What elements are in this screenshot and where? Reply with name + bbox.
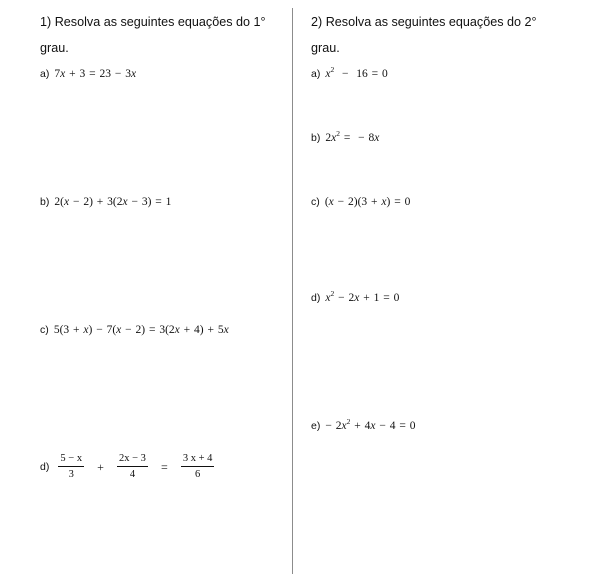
equation-label: e) xyxy=(311,420,321,432)
fraction-denominator: 3 xyxy=(68,469,74,480)
fraction-denominator: 6 xyxy=(194,469,201,480)
equation-label: b) xyxy=(40,196,50,208)
fraction-denominator: 4 xyxy=(129,469,136,480)
equation-2c xyxy=(311,196,410,208)
equation-expression: 2(x − 2) + 3(2x − 3) = 1 xyxy=(54,196,172,208)
equation-label: a) xyxy=(40,68,50,80)
column-divider xyxy=(292,8,293,574)
equation-expression: 7x + 3 = 23 − 3x xyxy=(54,68,137,80)
equation-expression: $x^2 - 2x + 1 = 0$ xyxy=(325,289,400,304)
equation-label: d) xyxy=(311,292,321,304)
fraction-numerator: 5 − x xyxy=(58,453,84,467)
fraction xyxy=(117,453,148,481)
equals-sign: = xyxy=(160,459,168,474)
equation-expression: − $2x^2 + 4x - 4 = 0$ xyxy=(325,417,416,432)
equation-2b xyxy=(311,129,380,144)
equation-1c xyxy=(40,324,229,336)
fraction-numerator: 3 x + 4 xyxy=(181,453,215,467)
equation-2d xyxy=(311,289,400,304)
equation-label: c) xyxy=(40,324,49,336)
equation-1d xyxy=(40,453,218,481)
equation-label: d) xyxy=(40,461,50,473)
right-column-heading: 2) Resolva as seguintes equações do 2° grau. xyxy=(311,15,537,55)
equation-1a xyxy=(40,68,136,80)
fraction xyxy=(58,453,84,481)
equation-expression: (x − 2)(3 + x) = 0 xyxy=(324,196,411,208)
equation-2e xyxy=(311,417,416,432)
fraction xyxy=(181,453,215,481)
fraction-numerator: 2x − 3 xyxy=(117,453,148,467)
equation-2a xyxy=(311,65,388,80)
equation-label: a) xyxy=(311,68,321,80)
equation-expression: 5(3 + x) − 7(x − 2) = 3(2x + 4) + 5x xyxy=(53,324,229,336)
equation-expression: $x^2 - 16 = 0$ xyxy=(325,65,388,80)
left-column-heading: 1) Resolva as seguintes equações do 1° grau. xyxy=(40,15,266,55)
equation-expression: $2x^2$ = − 8x xyxy=(325,129,380,144)
equation-label: c) xyxy=(311,196,320,208)
equation-1b xyxy=(40,196,171,208)
equation-label: b) xyxy=(311,132,321,144)
plus-sign: + xyxy=(97,459,104,474)
